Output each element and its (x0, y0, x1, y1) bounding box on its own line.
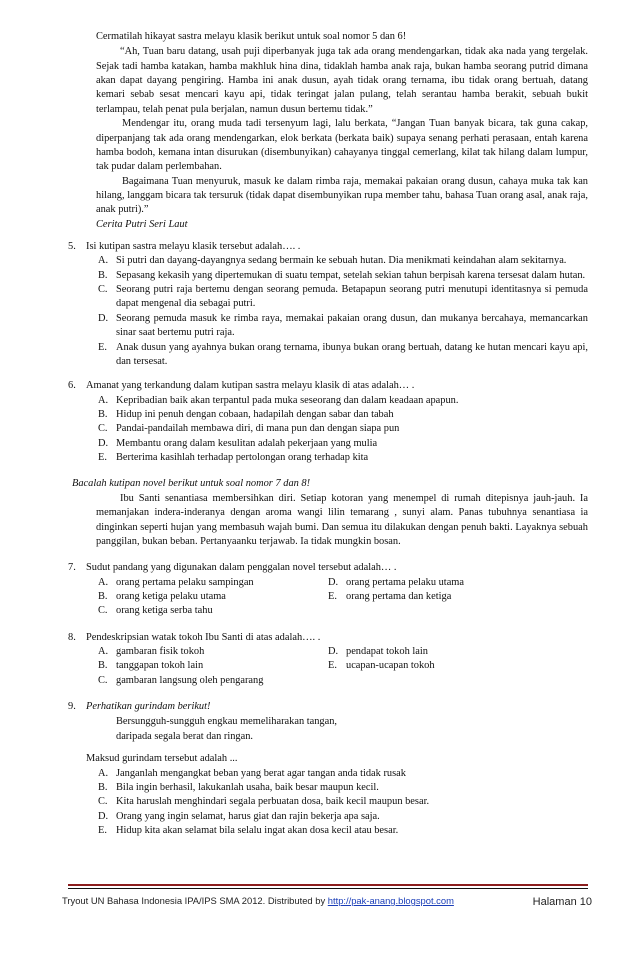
page-number: Halaman 10 (532, 896, 592, 908)
option-letter: E. (98, 452, 107, 464)
footer-divider-red (68, 884, 588, 886)
question-stem: Isi kutipan sastra melayu klasik tersebut adalah…. . (86, 241, 301, 253)
option-letter: C. (98, 605, 108, 617)
question-stem: Perhatikan gurindam berikut! (86, 701, 211, 713)
option-letter: E. (98, 824, 107, 836)
option-d[interactable] (328, 645, 588, 659)
page-footer (62, 895, 592, 910)
option-text: Berterima kasihlah terhadap pertolongan orang terhadap kita (116, 452, 369, 464)
option-letter: A. (98, 576, 109, 588)
option-text: Orang yang ingin selamat, harus giat dan rajin bekerja apa saja. (116, 810, 380, 822)
option-letter: A. (98, 255, 109, 267)
option-letter: C. (98, 796, 108, 808)
option-letter: B. (98, 781, 108, 793)
question-stem: Pendeskripsian watak tokoh Ibu Santi di atas adalah…. . (86, 631, 321, 643)
intro-passage (68, 30, 588, 232)
option-e[interactable] (328, 590, 588, 604)
option-text: Seorang pemuda masuk ke rimba raya, memakai pakaian orang dusun, dan mukanya bercahaya, memancarkan sinar saat bertemu putri raja. (116, 312, 588, 339)
option-d[interactable] (98, 312, 588, 341)
option-letter: A. (98, 646, 109, 658)
question-9-prompt: Maksud gurindam tersebut adalah ... (86, 753, 238, 765)
option-letter: A. (98, 767, 109, 779)
option-letter: D. (98, 810, 109, 822)
option-text: Kita haruslah menghindari segala perbuatan dosa, baik kecil maupun besar. (116, 796, 430, 808)
question-8-options (68, 645, 588, 688)
option-a[interactable] (98, 645, 328, 659)
option-d[interactable] (98, 437, 588, 451)
option-text: Membantu orang dalam kesulitan adalah pekerjaan yang mulia (116, 437, 378, 449)
option-text: Pandai-pandailah membawa diri, di mana pun dan dengan siapa pun (116, 423, 400, 435)
option-d[interactable] (98, 810, 588, 824)
question-number: 6. (68, 380, 76, 392)
option-e[interactable] (98, 451, 588, 465)
option-text: Bila ingin berhasil, lakukanlah usaha, baik besar maupun kecil. (116, 781, 379, 793)
poem-line-1: Bersungguh-sungguh engkau memeliharakan tangan, (116, 716, 338, 728)
option-letter: C. (98, 284, 108, 296)
option-c[interactable] (98, 674, 328, 688)
option-e[interactable] (98, 824, 588, 838)
question-number: 9. (68, 701, 76, 713)
question-number: 8. (68, 631, 76, 643)
option-letter: D. (98, 312, 109, 324)
option-e[interactable] (98, 341, 588, 370)
option-letter: A. (98, 394, 109, 406)
option-text: Si putri dan dayang-dayangnya sedang bermain ke sebuah hutan. Dia menikmati keindahan alam sekitarnya. (116, 255, 567, 267)
option-c[interactable] (98, 795, 588, 809)
option-letter: E. (98, 341, 107, 353)
option-b[interactable] (98, 590, 328, 604)
option-letter: B. (98, 660, 108, 672)
question-stem: Sudut pandang yang digunakan dalam penggalan novel tersebut adalah… . (86, 562, 397, 574)
gurindam-poem (68, 715, 588, 744)
option-text: Sepasang kekasih yang dipertemukan di suatu tempat, setelah sekian tahun berpisah karena tersesat dalam hutan. (116, 269, 586, 281)
passage-paragraph-3: Bagaimana Tuan menyuruk, masuk ke dalam rimba raja, memakai pakaian orang dusun, cahaya muka tak kan hilang, langgam bicara tak tersuruk (tidak dapat disembunyikan rupa member tahu, bahasa Tuan orang asal, anak raja, anak putri).” (96, 175, 588, 216)
footer-text: Tryout UN Bahasa Indonesia IPA/IPS SMA 2012. Distributed by (62, 895, 328, 906)
poem-line-2: daripada segala berat dan ringan. (116, 730, 254, 742)
footer-link[interactable]: http://pak-anang.blogspot.com (327, 895, 454, 906)
option-text: Seorang putri raja bertemu dengan seorang pemuda. Betapapun seorang putri menutupi identitasnya si pemuda dapat mengenal dia sebagai putri. (116, 284, 588, 310)
option-text: orang pertama dan ketiga (346, 590, 452, 602)
option-letter: B. (98, 269, 108, 281)
option-text: orang ketiga pelaku utama (116, 590, 226, 602)
question-stem: Amanat yang terkandung dalam kutipan sastra melayu klasik di atas adalah… . (86, 380, 415, 392)
question-6-options (68, 394, 588, 466)
option-letter: E. (328, 660, 337, 672)
question-8 (68, 631, 588, 645)
question-5 (68, 240, 588, 254)
option-a[interactable] (98, 767, 588, 781)
option-b[interactable] (98, 269, 588, 283)
question-7 (68, 561, 588, 575)
option-text: Hidup kita akan selamat bila selalu ingat akan dosa kecil atau besar. (116, 824, 399, 836)
option-text: orang pertama pelaku sampingan (116, 576, 254, 588)
option-a[interactable] (98, 254, 588, 268)
option-text: gambaran fisik tokoh (116, 646, 205, 658)
question-9 (68, 700, 588, 714)
question-9-options (68, 767, 588, 839)
passage-paragraph-2: Mendengar itu, orang muda tadi tersenyum lagi, lalu berkata, “Jangan Tuan banyak bicara, tak guna cakap, diperpanjang tak ada orang mendengarkan, elok berkata (berkata baik) supaya senang perhati perasaan, entah karena hamba bodoh, kemana intan disurukan (disembunyikan) cahayanya tinggal cemerlang, kilat tak hilang dalam lumpur, tak pudar dalam perlembahan. (96, 118, 588, 173)
option-c[interactable] (98, 604, 328, 618)
option-text: Kepribadian baik akan terpantul pada muka seseorang dan dalam keadaan apapun. (116, 394, 459, 406)
footer-divider (68, 888, 588, 889)
question-6 (68, 379, 588, 393)
option-text: orang ketiga serba tahu (116, 605, 213, 617)
question-number: 5. (68, 241, 76, 253)
intro-instruction: Cermatilah hikayat sastra melayu klasik berikut untuk soal nomor 5 dan 6! (96, 31, 407, 42)
question-7-options (68, 576, 588, 619)
option-letter: D. (328, 576, 339, 588)
option-text: Janganlah mengangkat beban yang berat agar tangan anda tidak rusak (116, 767, 406, 779)
option-letter: C. (98, 423, 108, 435)
option-letter: D. (328, 646, 339, 658)
footer-credit (62, 895, 454, 910)
option-a[interactable] (98, 576, 328, 590)
option-c[interactable] (98, 283, 588, 312)
novel-passage: Ibu Santi senantiasa membersihkan diri. Setiap kotoran yang menempel di rumah ditepisnya jauh-jauh. Ia memanjakan indera-inderanya dengan aroma wangi lilin temarang , sunyi alam. Panas tubuhnya senantiasa ia dinginkan seperti hujan yang membasuh wajah bumi. Dan semua itu dilakukan dengan penuh bakti. Layaknya sebuah panggilan, bukan beban. Pertanyaanku terjawab. Ia tidak mungkin bosan. (96, 492, 588, 547)
option-text: gambaran langsung oleh pengarang (116, 674, 264, 686)
option-text: orang pertama pelaku utama (346, 576, 464, 588)
option-d[interactable] (328, 576, 588, 590)
option-b[interactable] (98, 659, 328, 673)
option-e[interactable] (328, 659, 588, 673)
page-content (68, 30, 588, 838)
option-letter: B. (98, 590, 108, 602)
option-text: Anak dusun yang ayahnya bukan orang ternama, ibunya bukan orang bertuah, datang ke hutan mencari kayu api, dan tersesat. (116, 341, 588, 367)
option-letter: C. (98, 674, 108, 686)
option-text: ucapan-ucapan tokoh (346, 660, 435, 672)
option-text: pendapat tokoh lain (346, 646, 428, 658)
option-letter: E. (328, 590, 337, 602)
option-b[interactable] (98, 781, 588, 795)
passage-paragraph-1: “Ah, Tuan baru datang, usah puji diperbanyak juga tak ada orang mendengarkan, tidak aka nada yang tergelak. Sejak tadi hamba katakan, hamba makhluk hina dina, tidaklah hamba anak raja, bukan hamba seorang putrid dimana akan dapat dayang pengiring. Hamba ini anak dusun, ayah tidak orang ternama, ibu tidak orang bertuah, datang kemari sebab sesat mencari kayu api, tidak teringat jalan pulang, telah serantau hamba berakit, sebuah bukit terlampau, telah penat pula berjalan, namun dusun bertemu tidak.” (96, 46, 588, 115)
option-letter: D. (98, 437, 109, 449)
option-text: Hidup ini penuh dengan cobaan, hadapilah dengan sabar dan tabah (116, 408, 394, 420)
option-a[interactable] (98, 394, 588, 408)
question-number: 7. (68, 562, 76, 574)
passage-source: Cerita Putri Seri Laut (96, 218, 188, 230)
section-instruction: Bacalah kutipan novel berikut untuk soal nomor 7 dan 8! (72, 478, 311, 490)
question-5-options (68, 254, 588, 369)
option-c[interactable] (98, 422, 588, 436)
option-letter: B. (98, 408, 108, 420)
option-b[interactable] (98, 408, 588, 422)
option-text: tanggapan tokoh lain (116, 660, 204, 672)
